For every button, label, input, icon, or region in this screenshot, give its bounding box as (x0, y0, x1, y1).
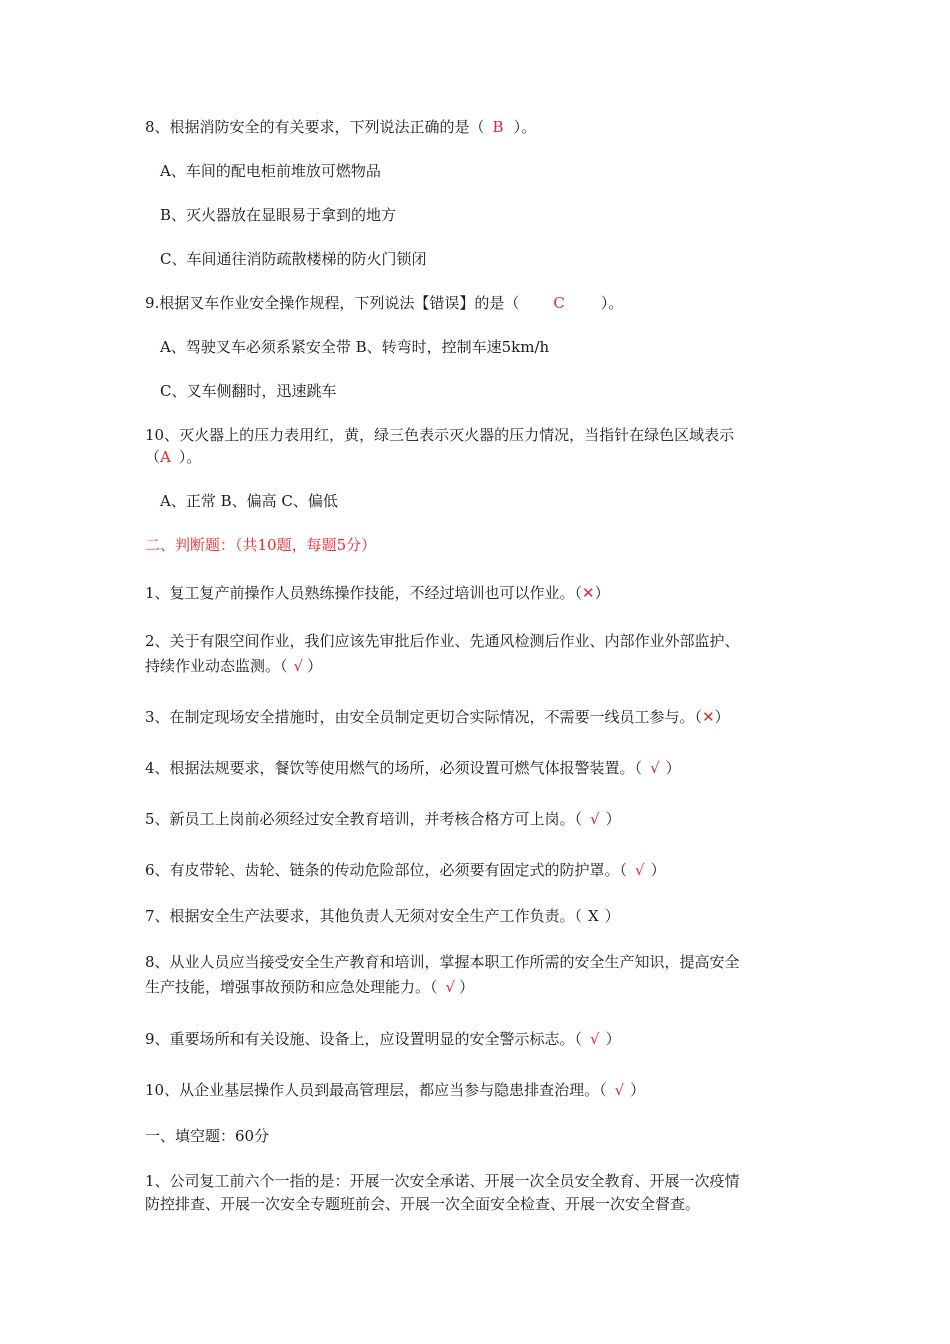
judge-answer: √ (650, 759, 660, 777)
judge-item-7 (145, 905, 620, 927)
judge-item-6 (145, 859, 666, 881)
q8-close: ）。 (513, 118, 537, 136)
q10-stem-line1: 10、灭火器上的压力表用红，黄，绿三色表示灭火器的压力情况，当指针在绿色区域表示 (145, 426, 735, 444)
q9-option-ab: A、驾驶叉车必须系紧安全带 B、转弯时，控制车速5km/h (160, 338, 550, 356)
q8-answer: B (492, 118, 504, 136)
q8-stem (145, 116, 536, 138)
q9-option-c: C、叉车侧翻时，迅速跳车 (160, 382, 337, 400)
section-heading-judgement: 二、判断题：（共10题，每题5分） (145, 536, 377, 554)
judge-item-4 (145, 757, 681, 779)
judge-item-text: 7、根据安全生产法要求，其他负责人无须对安全生产工作负责。（ (145, 907, 583, 925)
judge-item-9 (145, 1028, 621, 1050)
q8-option-a: A、车间的配电柜前堆放可燃物品 (160, 162, 381, 180)
judge-item-2-line1: 2、关于有限空间作业，我们应该先审批后作业、先通风检测后作业、内部作业外部监护、 (145, 632, 740, 650)
q10-open: （ (145, 448, 161, 466)
judge-close: ） (604, 907, 620, 925)
q8-option-b: B、灭火器放在显眼易于拿到的地方 (160, 206, 397, 224)
judge-answer: √ (445, 978, 456, 996)
judge-item-text: 1、复工复产前操作人员熟练操作技能，不经过培训也可以作业。（ (145, 584, 583, 602)
judge-close: ） (665, 759, 681, 777)
fill-blank-p1-line2: 防控排查、开展一次安全专题班前会、开展一次全面安全检查、开展一次安全督查。 (145, 1195, 701, 1213)
judge-close: ） (714, 708, 730, 726)
judge-item-text: 10、从企业基层操作人员到最高管理层，都应当参与隐患排查治理。（ (145, 1081, 607, 1099)
judge-item-text: 4、根据法规要求，餐饮等使用燃气的场所，必须设置可燃气体报警装置。（ (145, 759, 643, 777)
q9-close: ）。 (600, 294, 624, 312)
judge-item-5 (145, 808, 621, 830)
judge-item-text: 生产技能，增强事故预防和应急处理能力。（ (145, 978, 438, 996)
judge-item-8-line2 (145, 976, 474, 998)
judge-item-text: 5、新员工上岗前必须经过安全教育培训，并考核合格方可上岗。（ (145, 810, 583, 828)
judge-item-3 (145, 706, 730, 728)
judge-item-text: 9、重要场所和有关设施、设备上，应设置明显的安全警示标志。（ (145, 1030, 583, 1048)
judge-close: ） (459, 978, 475, 996)
judge-item-text: 3、在制定现场安全措施时，由安全员制定更切合实际情况，不需要一线员工参与。（ (145, 708, 703, 726)
q9-text: 9.根据叉车作业安全操作规程，下列说法【错误】的是（ (145, 294, 520, 312)
judge-close: ） (605, 1030, 621, 1048)
judge-close: ） (605, 810, 621, 828)
judge-answer: √ (635, 861, 645, 879)
q9-answer: C (553, 294, 565, 312)
judge-item-2-line2 (145, 655, 322, 677)
judge-close: ） (650, 861, 666, 879)
q8-text: 8、根据消防安全的有关要求，下列说法正确的是（ (145, 118, 485, 136)
judge-answer: X (588, 907, 599, 925)
judge-answer: √ (590, 810, 600, 828)
judge-answer: ✕ (702, 708, 715, 726)
judge-answer: √ (614, 1081, 625, 1099)
judge-item-text: 6、有皮带轮、齿轮、链条的传动危险部位，必须要有固定式的防护罩。（ (145, 861, 628, 879)
judge-close: ） (630, 1081, 646, 1099)
fill-blank-p1-line1: 1、公司复工前六个一指的是：开展一次安全承诺、开展一次全员安全教育、开展一次疫情 (145, 1172, 740, 1190)
judge-item-8-line1: 8、从业人员应当接受安全生产教育和培训，掌握本职工作所需的安全生产知识，提高安全 (145, 953, 740, 971)
judge-answer: √ (293, 657, 304, 675)
judge-item-1 (145, 582, 610, 604)
judge-answer: √ (590, 1030, 600, 1048)
judge-item-text: 持续作业动态监测。（ (145, 657, 288, 675)
section-heading-fill-blank: 一、填空题：60分 (145, 1127, 270, 1145)
judge-answer: ✕ (582, 584, 595, 602)
q8-option-c: C、车间通往消防疏散楼梯的防火门锁闭 (160, 250, 427, 268)
q10-close: ）。 (178, 448, 202, 466)
q10-options: A、正常 B、偏高 C、偏低 (160, 492, 338, 510)
judge-close: ） (594, 584, 610, 602)
judge-close: ） (307, 657, 323, 675)
q9-stem (145, 292, 623, 314)
q10-stem-line2 (145, 446, 201, 468)
q10-answer: A (160, 448, 171, 466)
judge-item-10 (145, 1079, 645, 1101)
